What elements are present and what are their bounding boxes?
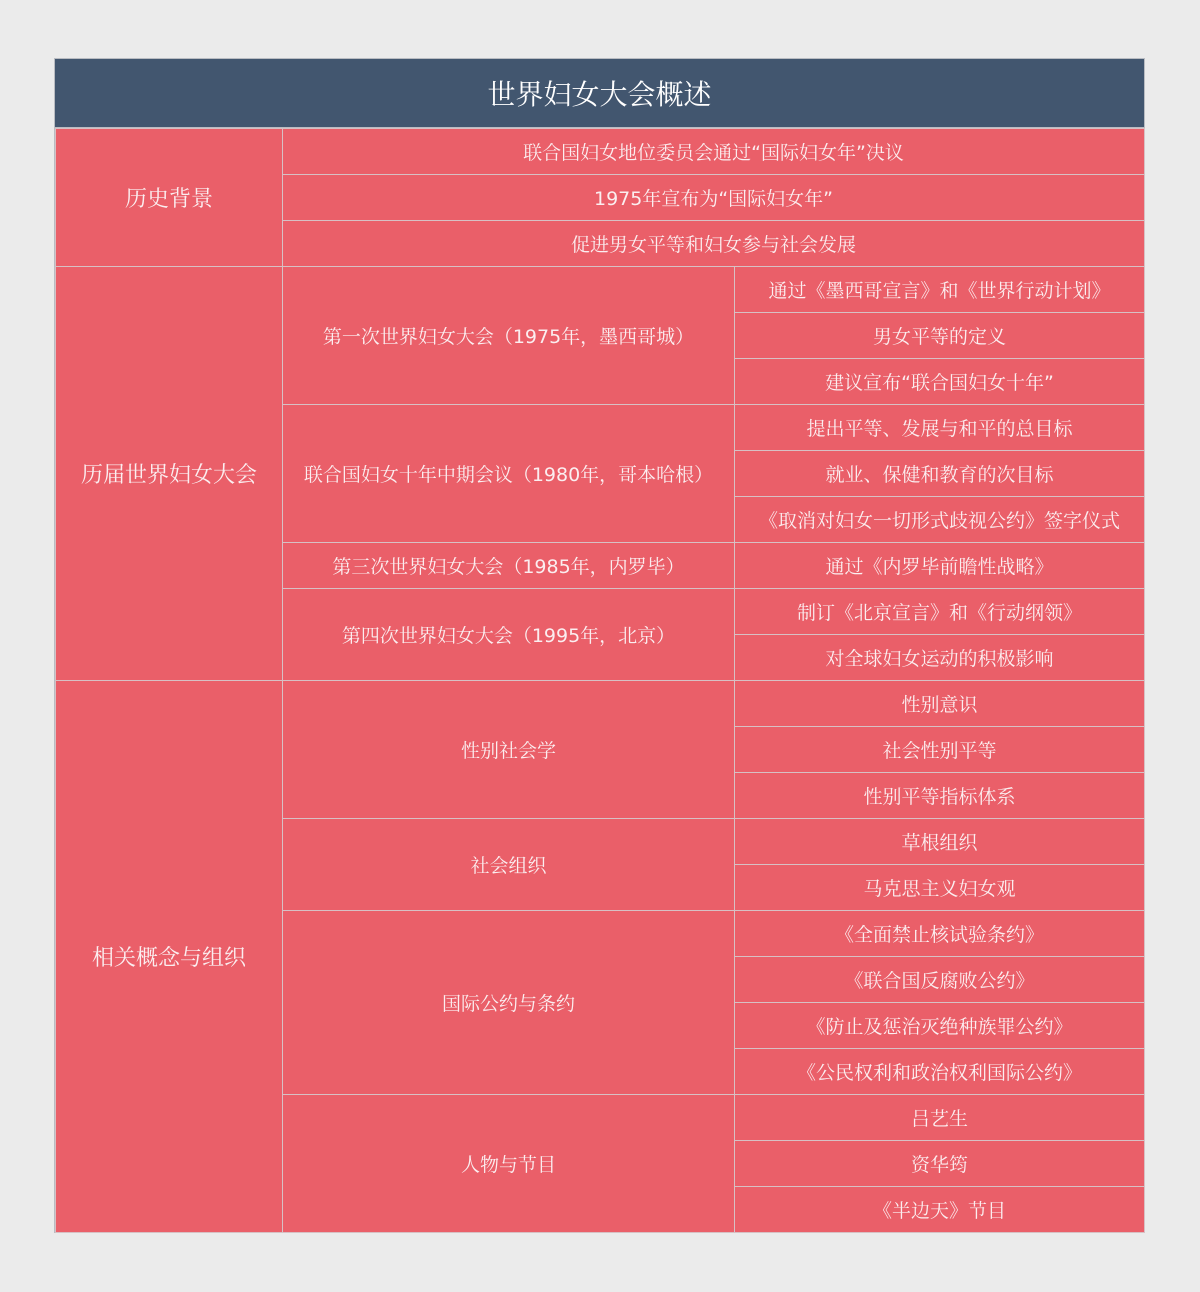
section-history-background: 历史背景 [56,129,283,267]
concept-item: 《防止及惩治灭绝种族罪公约》 [735,1003,1145,1049]
concept-item: 吕艺生 [735,1095,1145,1141]
table-row [56,681,1145,727]
conference-item: 《取消对妇女一切形式歧视公约》签字仪式 [735,497,1145,543]
group-gender-sociology: 性别社会学 [283,681,735,819]
section-related-concepts: 相关概念与组织 [56,681,283,1233]
conference-item: 就业、保健和教育的次目标 [735,451,1145,497]
mindmap-table-frame [54,58,1145,1233]
conference-1995-beijing: 第四次世界妇女大会（1995年，北京） [283,589,735,681]
concept-item: 性别平等指标体系 [735,773,1145,819]
group-social-organizations: 社会组织 [283,819,735,911]
section-past-conferences: 历届世界妇女大会 [56,267,283,681]
conference-item: 通过《墨西哥宣言》和《世界行动计划》 [735,267,1145,313]
conference-1985-nairobi: 第三次世界妇女大会（1985年，内罗毕） [283,543,735,589]
overview-grid [55,128,1145,1233]
history-item: 联合国妇女地位委员会通过“国际妇女年”决议 [283,129,1145,175]
history-item: 促进男女平等和妇女参与社会发展 [283,221,1145,267]
group-people-and-programs: 人物与节目 [283,1095,735,1233]
conference-item: 提出平等、发展与和平的总目标 [735,405,1145,451]
conference-item: 制订《北京宣言》和《行动纲领》 [735,589,1145,635]
concept-item: 《联合国反腐败公约》 [735,957,1145,1003]
group-international-conventions: 国际公约与条约 [283,911,735,1095]
table-row [56,129,1145,175]
concept-item: 马克思主义妇女观 [735,865,1145,911]
conference-1975-mexico: 第一次世界妇女大会（1975年，墨西哥城） [283,267,735,405]
concept-item: 社会性别平等 [735,727,1145,773]
conference-item: 男女平等的定义 [735,313,1145,359]
conference-item: 建议宣布“联合国妇女十年” [735,359,1145,405]
concept-item: 性别意识 [735,681,1145,727]
table-row [56,267,1145,313]
conference-1980-copenhagen: 联合国妇女十年中期会议（1980年，哥本哈根） [283,405,735,543]
history-item: 1975年宣布为“国际妇女年” [283,175,1145,221]
conference-item: 对全球妇女运动的积极影响 [735,635,1145,681]
concept-item: 《全面禁止核试验条约》 [735,911,1145,957]
concept-item: 《公民权利和政治权利国际公约》 [735,1049,1145,1095]
conference-item: 通过《内罗毕前瞻性战略》 [735,543,1145,589]
concept-item: 《半边天》节目 [735,1187,1145,1233]
concept-item: 草根组织 [735,819,1145,865]
concept-item: 资华筠 [735,1141,1145,1187]
diagram-title: 世界妇女大会概述 [55,59,1144,128]
